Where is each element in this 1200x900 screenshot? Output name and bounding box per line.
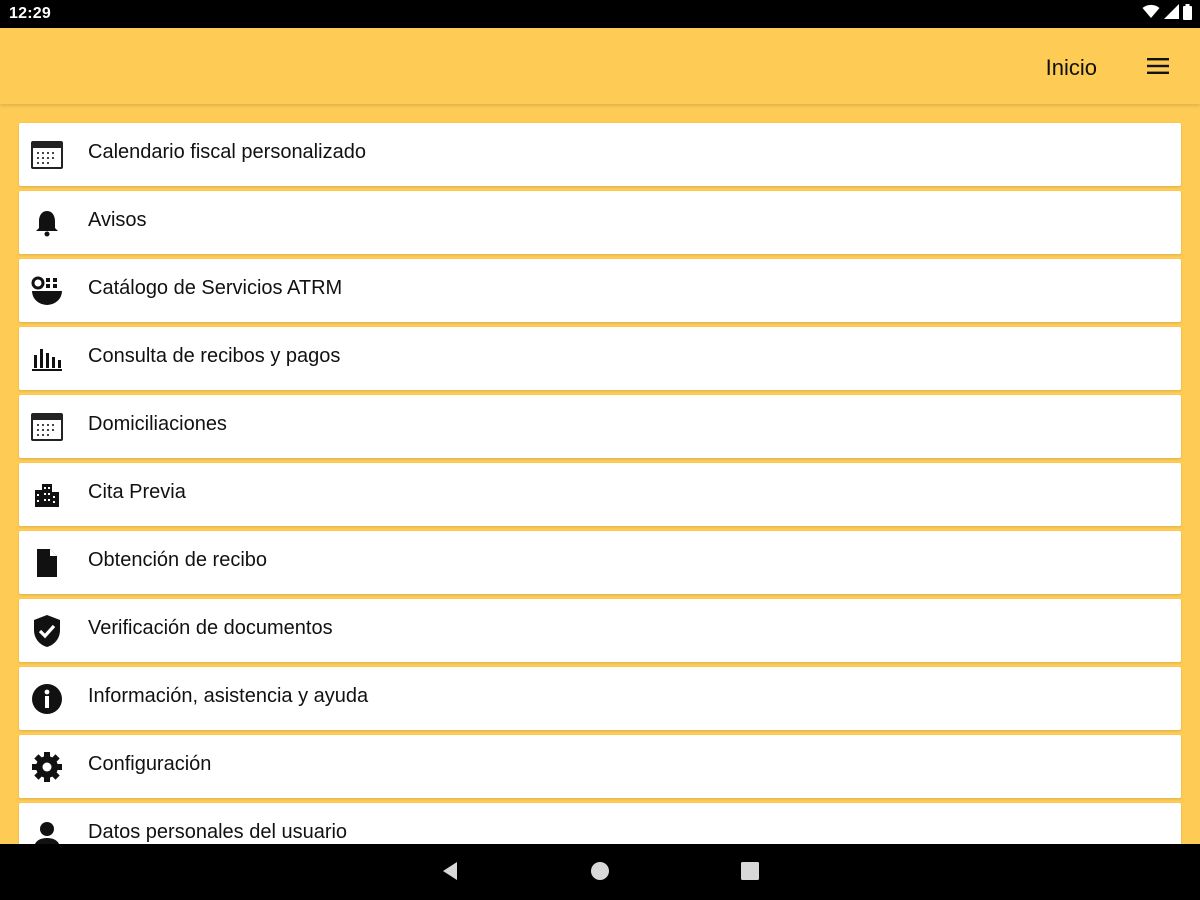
menu-item-cita-previa[interactable] xyxy=(19,463,1181,526)
calendar-icon xyxy=(30,138,64,172)
menu-item-label: Datos personales del usuario xyxy=(88,821,348,843)
home-icon xyxy=(590,861,610,886)
wifi-icon xyxy=(1142,4,1160,24)
hamburger-menu-button[interactable] xyxy=(1138,48,1178,88)
shield-check-icon xyxy=(30,614,64,648)
menu-item-label: Consulta de recibos y pagos xyxy=(88,345,341,367)
status-icons xyxy=(1142,6,1192,22)
menu-item-datos-personales[interactable] xyxy=(19,803,1181,844)
menu-item-label: Avisos xyxy=(88,209,147,231)
bar-chart-icon xyxy=(30,342,64,376)
recents-button[interactable] xyxy=(735,858,765,888)
menu-item-label: Configuración xyxy=(88,753,212,775)
system-navigation-bar xyxy=(0,844,1200,900)
menu-item-configuracion[interactable] xyxy=(19,735,1181,798)
hamburger-menu-icon xyxy=(1147,58,1169,79)
menu-item-label: Obtención de recibo xyxy=(88,549,268,571)
menu-item-label: Catálogo de Servicios ATRM xyxy=(88,277,343,299)
menu-item-label: Información, asistencia y ayuda xyxy=(88,685,369,707)
status-time: 12:29 xyxy=(9,5,51,22)
menu-item-label: Cita Previa xyxy=(88,481,186,503)
info-icon xyxy=(30,682,64,716)
menu-item-informacion-ayuda[interactable] xyxy=(19,667,1181,730)
menu-item-label: Domiciliaciones xyxy=(88,413,227,435)
menu-item-avisos[interactable] xyxy=(19,191,1181,254)
menu-item-label: Verificación de documentos xyxy=(88,617,333,639)
main-menu-list xyxy=(0,104,1200,844)
menu-item-consulta-recibos[interactable] xyxy=(19,327,1181,390)
gear-icon xyxy=(30,750,64,784)
signal-icon xyxy=(1164,4,1179,24)
menu-item-obtencion-recibo[interactable] xyxy=(19,531,1181,594)
menu-item-calendario-fiscal[interactable] xyxy=(19,123,1181,186)
menu-item-label: Calendario fiscal personalizado xyxy=(88,141,366,163)
calendar-icon xyxy=(30,410,64,444)
building-icon xyxy=(30,478,64,512)
services-catalog-icon xyxy=(30,274,64,308)
battery-icon xyxy=(1183,4,1192,25)
app-screen xyxy=(0,28,1200,844)
document-icon xyxy=(30,546,64,580)
menu-item-catalogo-servicios[interactable] xyxy=(19,259,1181,322)
app-toolbar xyxy=(0,28,1200,104)
home-button[interactable] xyxy=(585,858,615,888)
toolbar-title: Inicio xyxy=(1045,55,1097,80)
recents-icon xyxy=(741,862,759,885)
back-button[interactable] xyxy=(435,858,465,888)
status-bar xyxy=(0,0,1200,28)
back-icon xyxy=(441,861,459,886)
person-icon xyxy=(30,818,64,844)
menu-item-verificacion-documentos[interactable] xyxy=(19,599,1181,662)
menu-item-domiciliaciones[interactable] xyxy=(19,395,1181,458)
bell-icon xyxy=(30,206,64,240)
